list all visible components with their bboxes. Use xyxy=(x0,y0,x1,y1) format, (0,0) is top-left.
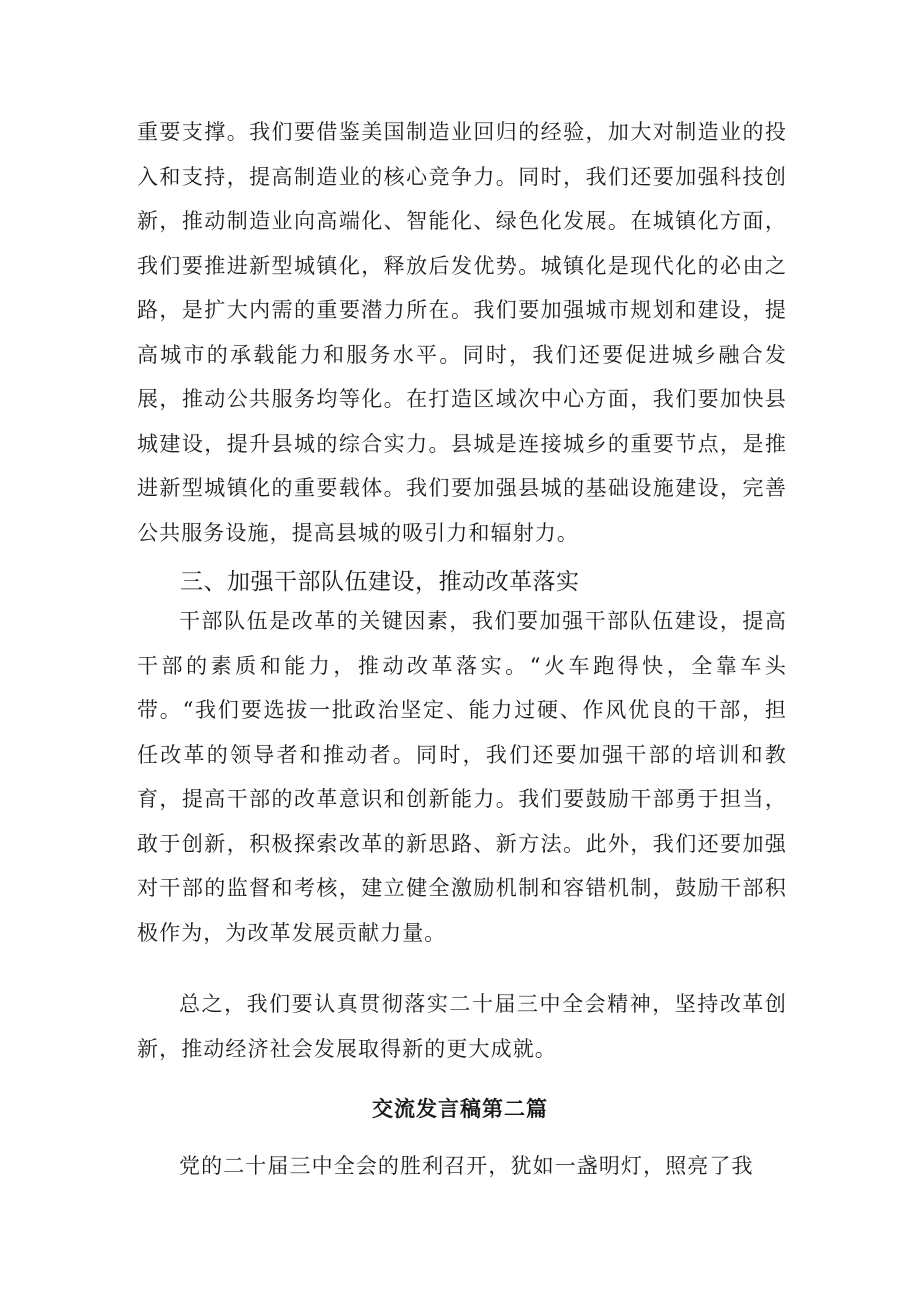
paragraph-conclusion: 总之，我们要认真贯彻落实二十届三中全会精神，坚持改革创新，推动经济社会发展取得新的更大成就。 xyxy=(137,992,787,1061)
paragraph-cadre-team: 干部队伍是改革的关键因素，我们要加强干部队伍建设，提高干部的素质和能力，推动改革落实。“火车跑得快，全靠车头带。“我们要选拔一批政治坚定、能力过硬、作风优良的干部，担任改革的领导者和推动者。同时，我们还要加强干部的培训和教育，提高干部的改革意识和创新能力。我们要鼓励干部勇于担当，敢于创新，积极探索改革的新思路、新方法。此外，我们还要加强对干部的监督和考核，建立健全激励机制和容错机制，鼓励干部积极作为，为改革发展贡献力量。 xyxy=(137,609,787,945)
paragraph-second-article-opening: 党的二十届三中全会的胜利召开，犹如一盏明灯，照亮了我 xyxy=(179,1154,754,1178)
paragraph-urbanization: 重要支撑。我们要借鉴美国制造业回归的经验，加大对制造业的投入和支持，提高制造业的核心竞争力。同时，我们还要加强科技创新，推动制造业向高端化、智能化、绿色化发展。在城镇化方面，我们要推进新型城镇化，释放后发优势。城镇化是现代化的必由之路，是扩大内需的重要潜力所在。我们要加强城市规划和建设，提高城市的承载能力和服务水平。同时，我们还要促进城乡融合发展，推动公共服务均等化。在打造区域次中心方面，我们要加快县城建设，提升县城的综合实力。县城是连接城乡的重要节点，是推进新型城镇化的重要载体。我们要加强县城的基础设施建设，完善公共服务设施，提高县城的吸引力和辐射力。 xyxy=(137,120,787,545)
section-heading-cadre-building: 三、加强干部队伍建设，推动改革落实 xyxy=(180,569,580,595)
article-title-second: 交流发言稿第二篇 xyxy=(372,1096,548,1121)
